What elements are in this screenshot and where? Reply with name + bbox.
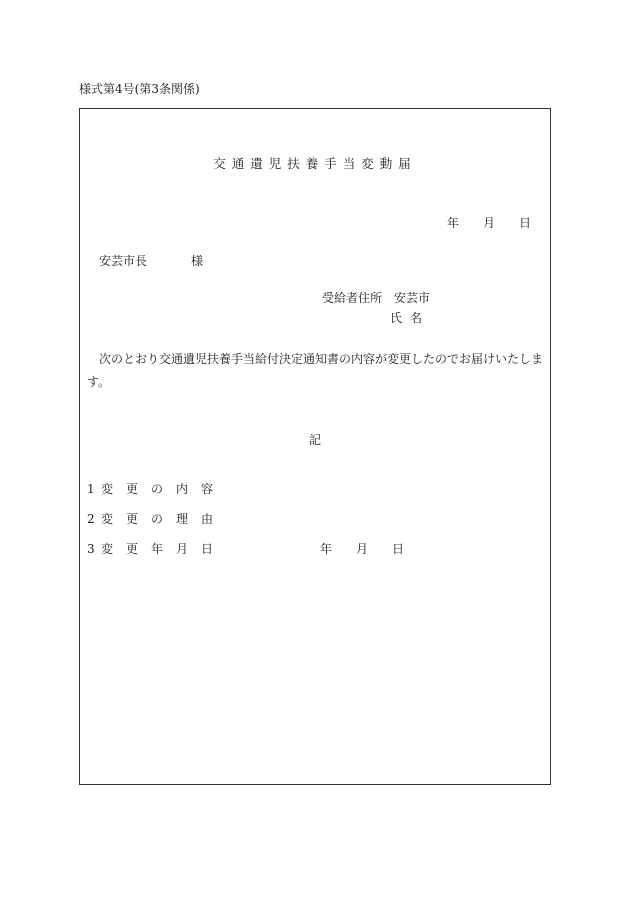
item-label: 変更の内容 (101, 482, 227, 496)
item-change-date (87, 540, 226, 557)
item3-year-label: 年 (320, 542, 333, 556)
item-change-date-value (320, 540, 404, 557)
date-month-label: 月 (482, 216, 495, 230)
form-number-label: 様式第4号(第3条関係) (79, 82, 200, 96)
ki-heading: 記 (308, 433, 321, 447)
addressee-name: 安芸市長 (99, 254, 148, 268)
applicant-address-value: 安芸市 (394, 291, 431, 305)
submission-date (447, 214, 531, 231)
item-number: 3 (87, 542, 95, 556)
addressee-honorific: 様 (191, 254, 204, 268)
applicant-address (322, 289, 430, 306)
date-day-label: 日 (518, 216, 531, 230)
form-title: 交通遺児扶養手当変動届 (213, 156, 417, 171)
item3-day-label: 日 (392, 542, 405, 556)
form-frame (79, 108, 551, 785)
item-label: 変更の理由 (101, 512, 227, 526)
item3-month-label: 月 (356, 542, 369, 556)
item-number: 2 (87, 512, 95, 526)
body-text: 次のとおり交通遺児扶養手当給付決定通知書の内容が変更したのでお届けいたします。 (87, 352, 544, 389)
item-change-content (87, 480, 226, 497)
date-year-label: 年 (446, 216, 459, 230)
item-number: 1 (87, 482, 95, 496)
item-label: 変更年月日 (101, 542, 227, 556)
applicant-name-label: 氏名 (390, 311, 431, 325)
applicant-address-label: 受給者住所 (322, 291, 383, 305)
item-change-reason (87, 510, 226, 527)
addressee (99, 252, 203, 269)
